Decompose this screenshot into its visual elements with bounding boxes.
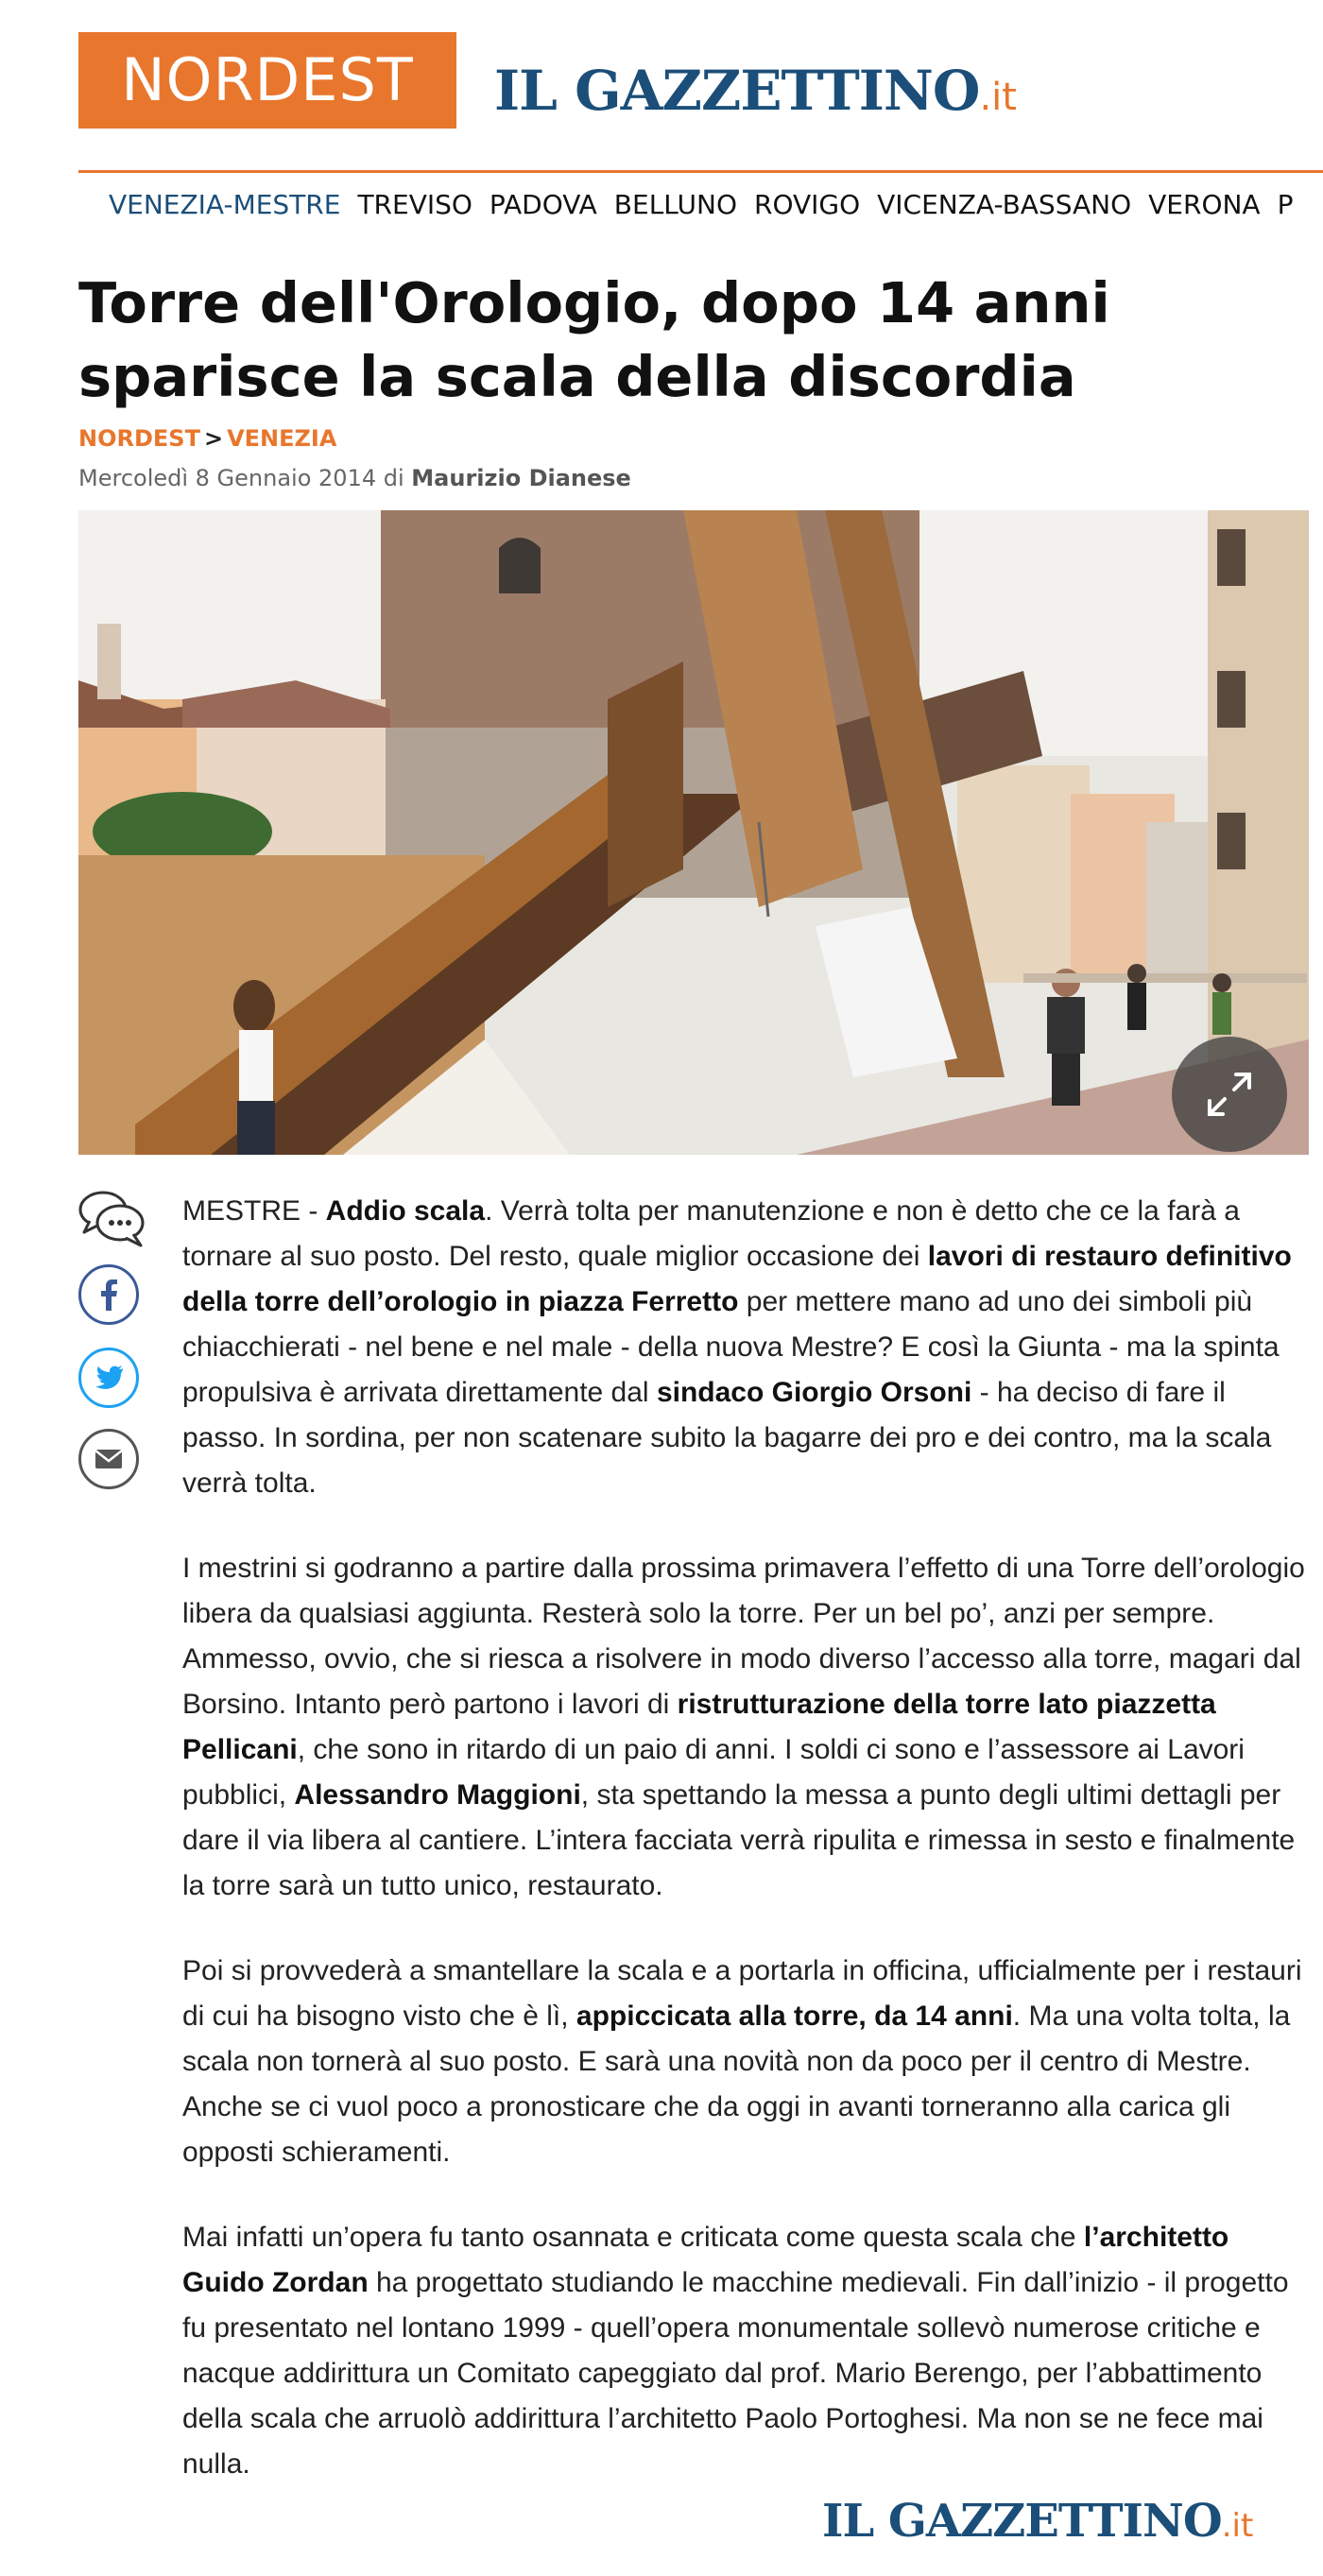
email-share-button[interactable]	[78, 1429, 139, 1489]
article-text: MESTRE -	[182, 1195, 326, 1227]
twitter-share-button[interactable]	[78, 1348, 139, 1408]
site-header	[78, 32, 1323, 174]
nav-item-truncated[interactable]: P	[1277, 189, 1294, 220]
article-text-bold: ristrutturazione della torre lato piazzetta Pellicani	[182, 1689, 1216, 1765]
article-paragraph	[182, 1546, 1307, 1909]
footer-logo-main-text: IL GAZZETTINO	[822, 2495, 1222, 2548]
logo-suffix-text: .it	[979, 76, 1017, 119]
nav-item-rovigo[interactable]: ROVIGO	[753, 189, 861, 220]
comment-icon	[78, 1189, 146, 1251]
city-nav	[109, 189, 1323, 231]
twitter-icon	[78, 1348, 139, 1408]
article-text-bold: Alessandro Maggioni	[294, 1779, 581, 1811]
article-text-bold: l’architetto Guido Zordan	[182, 2222, 1229, 2298]
article-text: , sta spettando la messa a punto degli ultimi dettagli per dare il via libera al cantiere. L’intera facciata verrà ripulita e rimessa in sesto e finalmente la torre sarà un tutto unico, restaurato.	[182, 1779, 1296, 1901]
article-text: per mettere mano ad uno dei simboli più chiacchierati - nel bene e nel male - della nuova Mestre? E così la Giunta - ma la spinta propulsiva è arrivata direttamente dal	[182, 1286, 1280, 1408]
article-text: . Ma una volta tolta, la scala non tornerà al suo posto. E sarà una novità non da poco per il centro di Mestre. Anche se ci vuol poco a pronosticare che da oggi in avanti torneranno alla carica gli opposti schieramenti.	[182, 2001, 1291, 2168]
facebook-share-button[interactable]	[78, 1264, 139, 1325]
article-date: Mercoledì 8 Gennaio 2014	[78, 465, 377, 491]
article-text: I mestrini si godranno a partire dalla prossima primavera l’effetto di una Torre dell’orologio libera da qualsiasi aggiunta. Resterà solo la torre. Per un bel po’, anzi per sempre. Ammesso, ovvio, che si riesca a risolvere in modo diverso l’accesso alla torre, magari dal Borsino. Intanto però partono i lavori di	[182, 1553, 1305, 1720]
article-photo[interactable]	[78, 510, 1309, 1155]
article-text-bold: lavori di restauro definitivo della torre dell’orologio in piazza Ferretto	[182, 1241, 1292, 1317]
byline-label: di	[383, 465, 404, 491]
comments-button[interactable]	[78, 1189, 146, 1256]
article-text: Mai infatti un’opera fu tanto osannata e criticata come questa scala che	[182, 2222, 1084, 2253]
logo-main-text: IL GAZZETTINO	[494, 59, 980, 123]
facebook-icon	[78, 1264, 139, 1325]
article-text: ha progettato studiando le macchine medievali. Fin dall’inizio - il progetto fu presentato nel lontano 1999 - quell’opera monumentale sollevò numerose critiche e nacque addirittura un Comitato capeggiato dal prof. Mario Berengo, per l’abbattimento della scala che arruolò addirittura l’architetto Paolo Portoghesi. Ma non se ne fece mai nulla.	[182, 2267, 1289, 2479]
article-text: . Verrà tolta per manutenzione e non è detto che ce la farà a tornare al suo posto. Del resto, quale miglior occasione dei	[182, 1195, 1240, 1272]
article-text-bold: appiccicata alla torre, da 14 anni	[576, 2001, 1013, 2032]
article-text: - ha deciso di fare il passo. In sordina, per non scatenare subito la bagarre dei pro e dei contro, ma la scala verrà tolta.	[182, 1377, 1272, 1499]
article-title: Torre dell'Orologio, dopo 14 anni sparisce la scala della discordia	[78, 270, 1110, 409]
footer-logo-suffix-text: .it	[1221, 2507, 1254, 2545]
nav-item-padova[interactable]: PADOVA	[489, 189, 597, 220]
article-paragraph	[182, 1189, 1307, 1506]
article-meta	[78, 465, 631, 491]
footer-gazzettino-logo[interactable]	[822, 2495, 1253, 2548]
nordest-section-badge[interactable]: NORDEST	[78, 32, 456, 129]
article-text-bold: sindaco Giorgio Orsoni	[656, 1377, 972, 1408]
breadcrumb-nordest[interactable]: NORDEST	[78, 425, 200, 452]
expand-icon	[1172, 1037, 1287, 1152]
article-text: , che sono in ritardo di un paio di anni. I soldi ci sono e l’assessore ai Lavori pubblici,	[182, 1734, 1245, 1811]
article-author[interactable]: Maurizio Dianese	[411, 465, 631, 491]
email-icon	[78, 1429, 139, 1489]
nav-item-verona[interactable]: VERONA	[1148, 189, 1261, 220]
breadcrumb-separator: >	[203, 425, 224, 452]
nav-item-venezia-mestre[interactable]: VENEZIA-MESTRE	[109, 189, 341, 220]
article-text-bold: Addio scala	[325, 1195, 486, 1227]
stairway-tower-photo	[78, 510, 1309, 1155]
nav-item-treviso[interactable]: TREVISO	[357, 189, 472, 220]
nav-item-belluno[interactable]: BELLUNO	[613, 189, 737, 220]
nav-item-vicenza-bassano[interactable]: VICENZA-BASSANO	[877, 189, 1132, 220]
article-paragraph	[182, 1949, 1307, 2175]
breadcrumb	[78, 425, 336, 452]
breadcrumb-venezia[interactable]: VENEZIA	[227, 425, 337, 452]
gazzettino-logo[interactable]	[494, 59, 1017, 123]
expand-photo-button[interactable]	[1172, 1037, 1287, 1152]
article-paragraph	[182, 2215, 1307, 2479]
article-text: Poi si provvederà a smantellare la scala e a portarla in officina, ufficialmente per i restauri di cui ha bisogno visto che è lì,	[182, 1955, 1302, 2032]
article-body	[182, 1189, 1307, 2479]
header-divider	[78, 170, 1323, 173]
